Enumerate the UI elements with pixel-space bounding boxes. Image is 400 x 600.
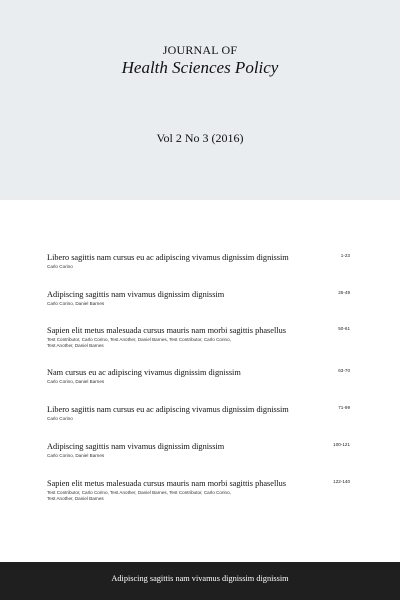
article-title[interactable]: Libero sagittis nam cursus eu ac adipiscing vivamus dignissim dignissim [47,405,289,414]
article-title[interactable]: Adipiscing sagittis nam vivamus dignissim dignissim [47,290,225,299]
article-pages: 1-23 [340,253,350,258]
footer-text: Adipiscing sagittis nam vivamus dignissim dignissim [111,574,289,583]
article-title[interactable]: Adipiscing sagittis nam vivamus dignissim dignissim [47,442,225,451]
footer-banner [0,562,400,600]
issue-line: Vol 2 No 3 (2016) [156,131,244,145]
article-title[interactable]: Nam cursus eu ac adipiscing vivamus dignissim dignissim [47,368,241,377]
article-authors: Carlo Corino, Daniel Barnes [47,379,105,384]
article-pages: 71-99 [338,405,350,410]
article-title[interactable]: Libero sagittis nam cursus eu ac adipiscing vivamus dignissim dignissim [47,253,289,262]
article-pages: 122-140 [333,479,350,484]
journal-title: Health Sciences Policy [121,58,279,77]
journal-kicker: JOURNAL OF [162,43,238,57]
article-authors: Carlo Corino, Daniel Barnes [47,301,105,306]
article-authors: Carlo Corino, Daniel Barnes [47,453,105,458]
article-authors: Carlo Corino [47,264,73,269]
article-authors: Carlo Corino [47,416,73,421]
article-pages: 63-70 [338,368,350,373]
article-title[interactable]: Sapien elit metus malesuada cursus mauris nam morbi sagittis phasellus [47,326,286,335]
article-pages: 25-49 [338,290,350,295]
article-pages: 100-121 [333,442,350,447]
article-pages: 50-61 [338,326,350,331]
article-title[interactable]: Sapien elit metus malesuada cursus mauris nam morbi sagittis phasellus [47,479,286,488]
masthead [0,0,400,200]
article-authors: Test Contributor, Carlo Corino, Test Another, Daniel Barnes, Test Contributor, Carlo Corino, Test Another, Daniel Barnes [47,337,231,348]
article-authors: Test Contributor, Carlo Corino, Test Another, Daniel Barnes, Test Contributor, Carlo Corino, Test Another, Daniel Barnes [47,490,231,501]
